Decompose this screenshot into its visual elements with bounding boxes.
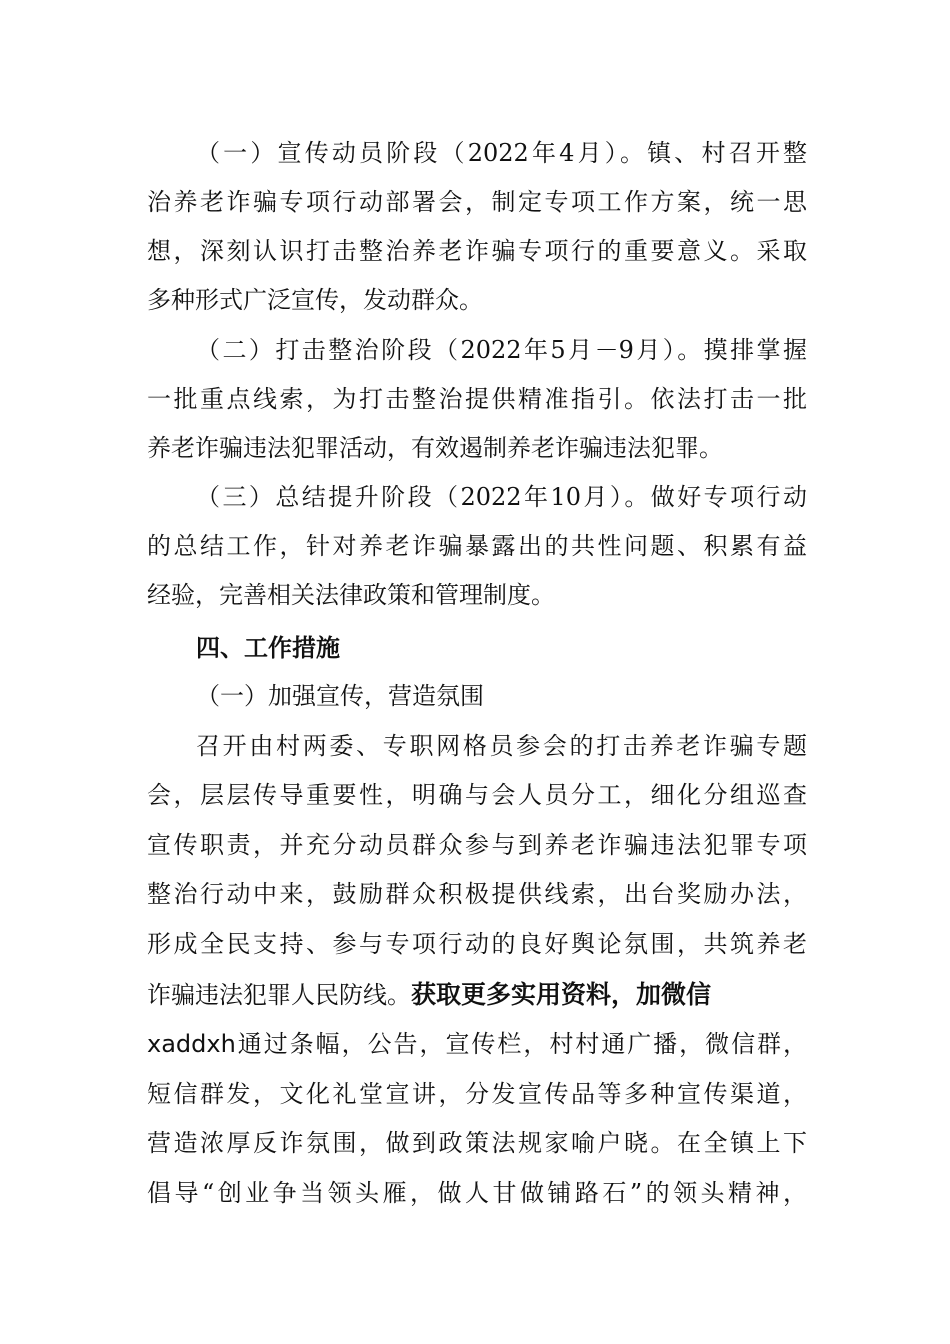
- stage3-line-3: 经验，完善相关法律政策和管理制度。: [147, 581, 555, 609]
- promo-wechat-id: xaddxh: [147, 1030, 236, 1058]
- measures-line-8: 短信群发，文化礼堂宣讲，分发宣传品等多种宣传渠道，: [147, 1080, 807, 1108]
- measures-line-2: 会，层层传导重要性，明确与会人员分工，细化分组巡查: [147, 781, 807, 809]
- measures-line-3: 宣传职责，并充分动员群众参与到养老诈骗违法犯罪专项: [147, 831, 807, 859]
- measures-line-4: 整治行动中来，鼓励群众积极提供线索，出台奖励办法，: [147, 880, 807, 908]
- stage2-line-3: 养老诈骗违法犯罪活动，有效遏制养老诈骗违法犯罪。: [147, 434, 723, 462]
- stage2-line-1: （二）打击整治阶段（2022年5月－9月）。摸排掌握: [196, 336, 807, 364]
- measures-line-10: 倡导“创业争当领头雁，做人甘做铺路石”的领头精神，: [147, 1179, 807, 1207]
- stage3-line-2: 的总结工作，针对养老诈骗暴露出的共性问题、积累有益: [147, 532, 807, 560]
- measures-line-5: 形成全民支持、参与专项行动的良好舆论氛围，共筑养老: [147, 930, 807, 958]
- line7-rest: 通过条幅，公告，宣传栏，村村通广播，微信群，: [235, 1030, 807, 1058]
- section-heading: 四、工作措施: [196, 634, 340, 662]
- measures-line-6: [147, 980, 807, 1010]
- stage3-line-1: （三）总结提升阶段（2022年10月）。做好专项行动: [196, 483, 807, 511]
- subheading: （一）加强宣传，营造氛围: [196, 682, 484, 710]
- measures-line-7: [147, 1029, 807, 1059]
- stage2-line-2: 一批重点线索，为打击整治提供精准指引。依法打击一批: [147, 385, 807, 413]
- stage1-line-4: 多种形式广泛宣传，发动群众。: [147, 286, 483, 314]
- line6-text: 诈骗违法犯罪人民防线。: [147, 981, 411, 1009]
- stage1-line-2: 治养老诈骗专项行动部署会，制定专项工作方案，统一思: [147, 188, 807, 216]
- measures-line-9: 营造浓厚反诈氛围，做到政策法规家喻户晓。在全镇上下: [147, 1129, 807, 1157]
- measures-line-1: 召开由村两委、专职网格员参会的打击养老诈骗专题: [196, 732, 807, 760]
- stage1-line-1: （一）宣传动员阶段（2022年4月）。镇、村召开整: [196, 139, 807, 167]
- promo-text: 获取更多实用资料，加微信: [411, 980, 712, 1009]
- stage1-line-3: 想，深刻认识打击整治养老诈骗专项行的重要意义。采取: [147, 237, 807, 265]
